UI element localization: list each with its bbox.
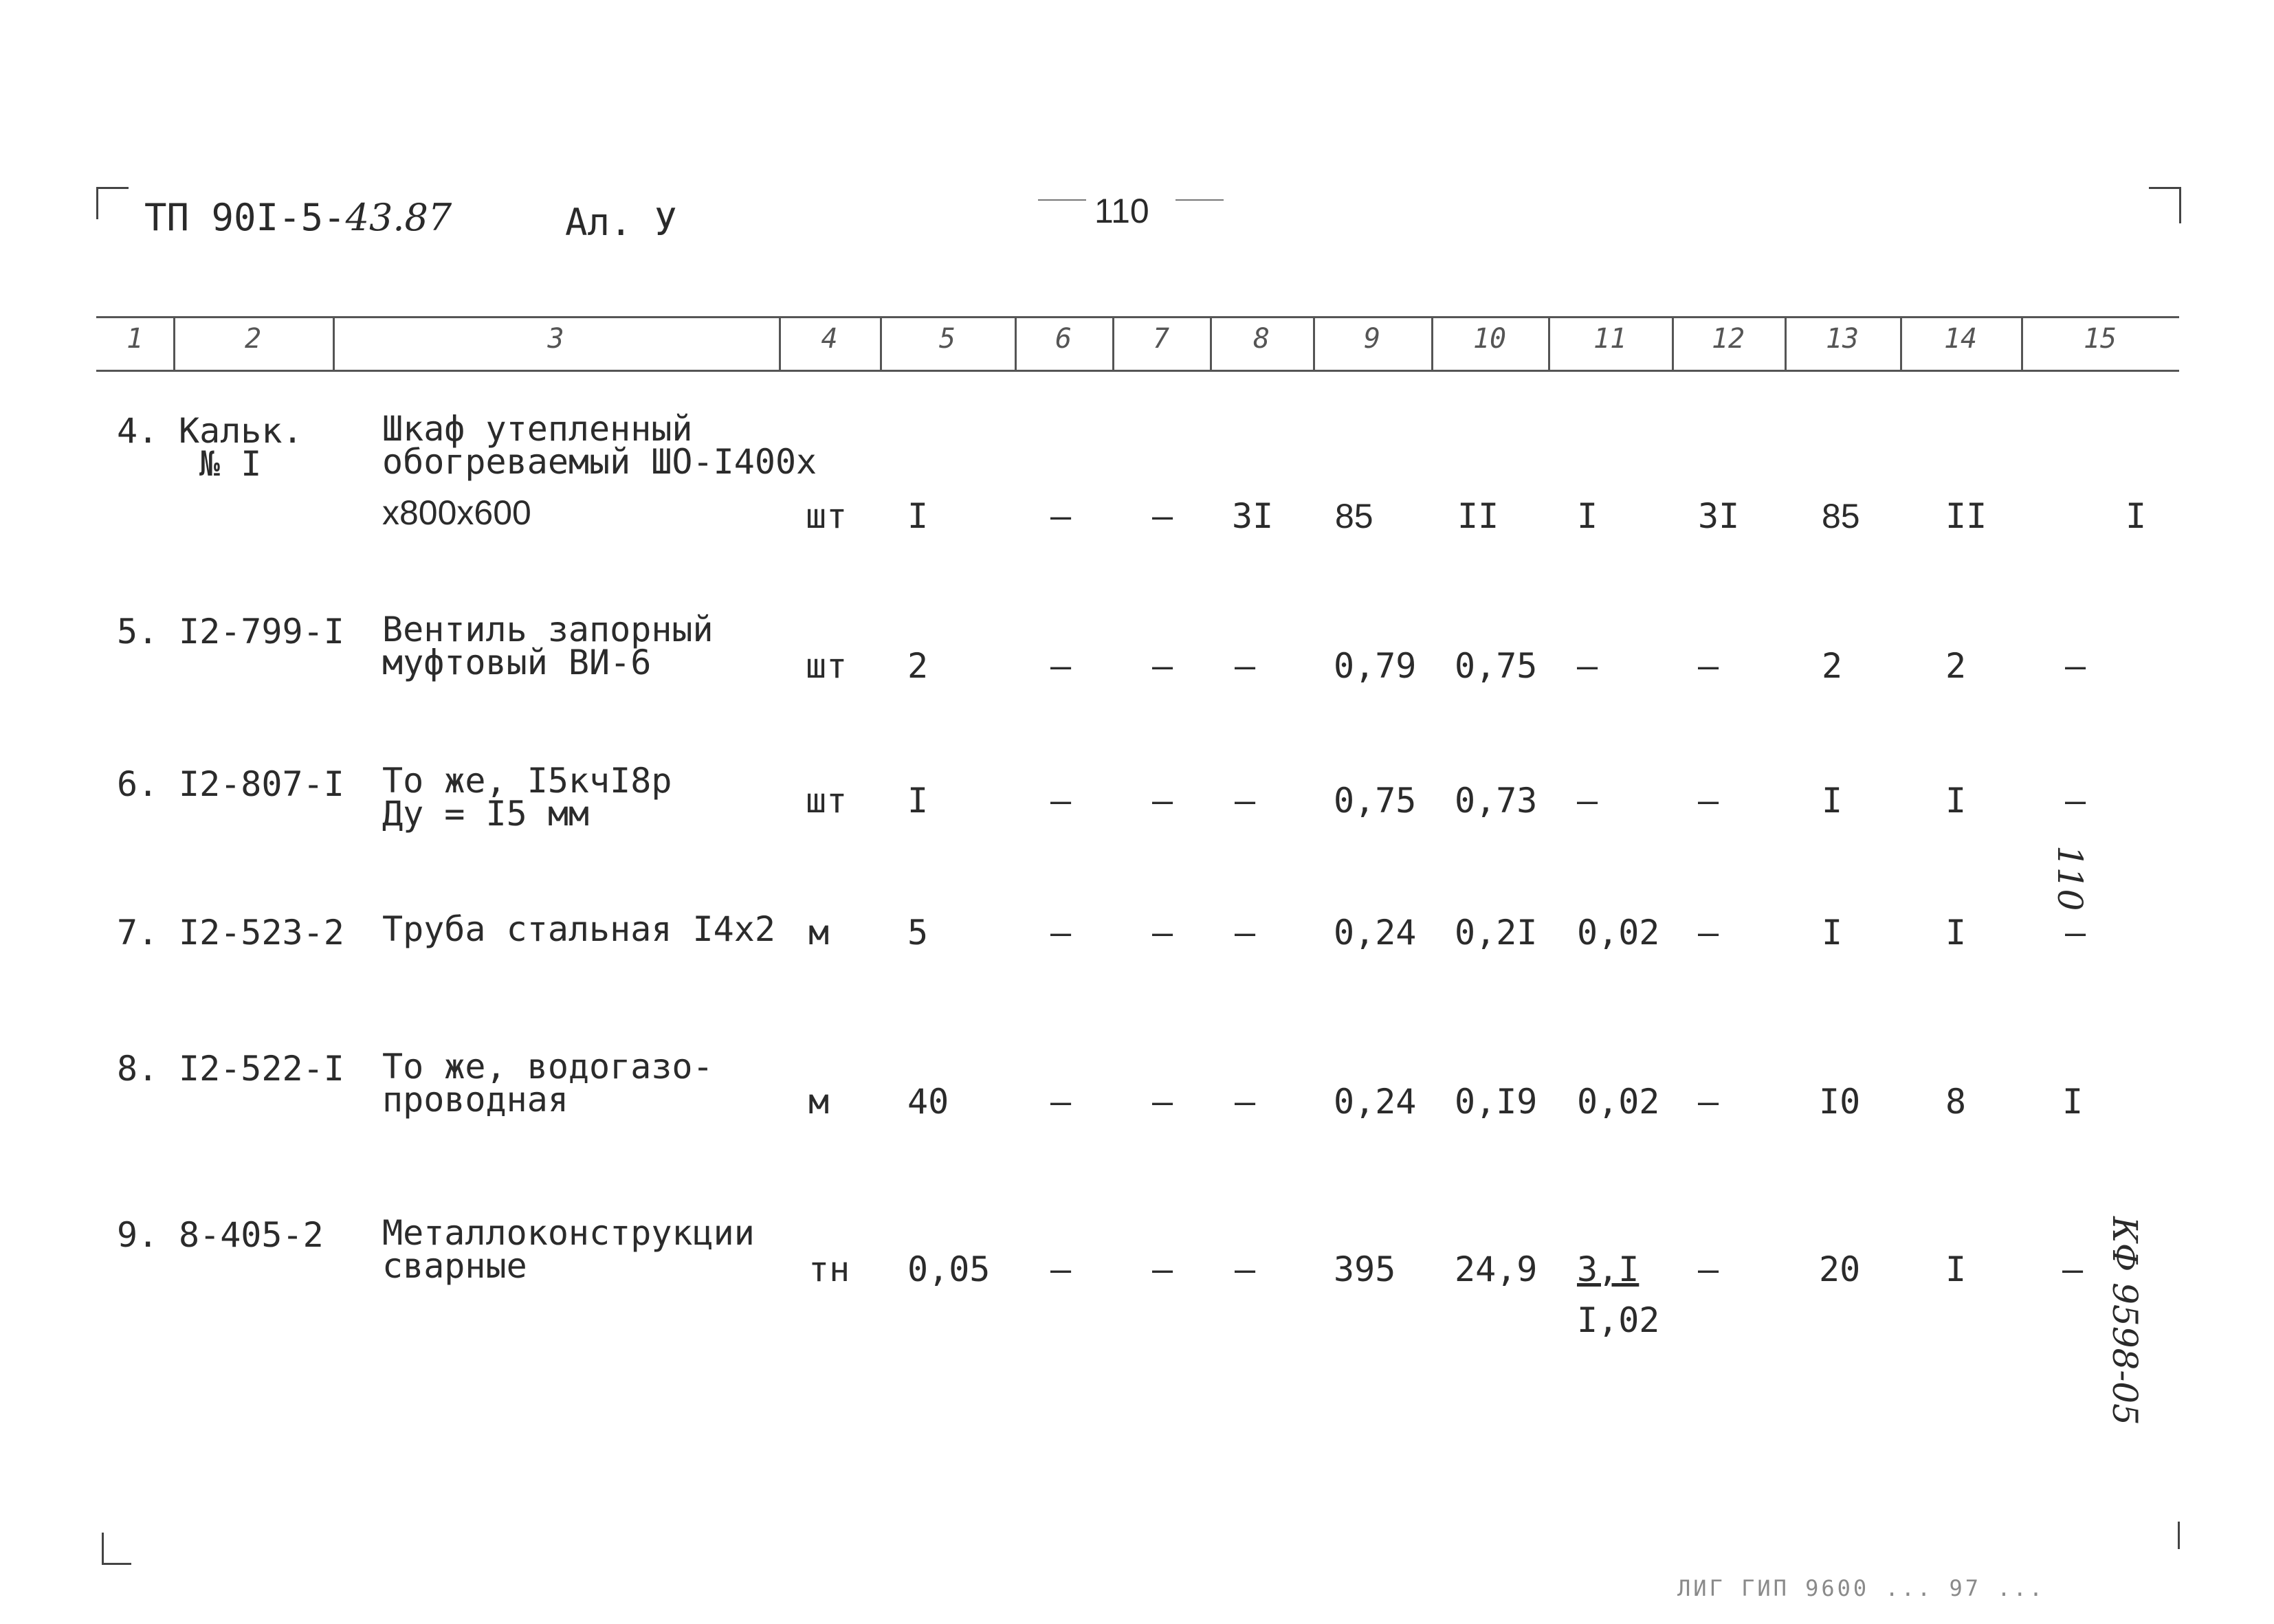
row-number: 5.: [117, 612, 159, 652]
row-code: I2-523-2: [179, 913, 344, 953]
row-col8: –: [1235, 781, 1256, 821]
row-col10: 0,73: [1455, 781, 1538, 821]
row-col11: 3,I: [1577, 1249, 1640, 1289]
row-number: 8.: [117, 1049, 159, 1089]
col-header-3: 3: [547, 323, 564, 355]
col-header-11: 11: [1593, 323, 1627, 355]
row-col15: I: [2062, 1082, 2084, 1122]
bottom-left-corner-mark: [102, 1533, 131, 1565]
footer-stamp: ЛИГ ГИП 9600 ... 97 ...: [1677, 1575, 2046, 1601]
row-col14: I: [1945, 913, 1967, 953]
row-unit: м: [808, 913, 830, 953]
row-col11: –: [1577, 646, 1598, 686]
row-col15: –: [2062, 1249, 2084, 1289]
row-col13: I: [1822, 913, 1843, 953]
row-col6: –: [1050, 1249, 1072, 1289]
row-col10: 0,I9: [1455, 1082, 1538, 1122]
row-description-line1: Труба стальная I4х2: [382, 909, 775, 949]
row-col12: –: [1698, 1249, 1719, 1289]
row-code-line2: № I: [199, 444, 262, 484]
margin-archive-code: КФ 9598-05: [2105, 1216, 2145, 1425]
row-col10: 0,75: [1455, 646, 1538, 686]
row-col15: –: [2065, 646, 2086, 686]
drawing-code: [144, 196, 452, 239]
drawing-code-handwritten: 43.87: [345, 196, 452, 239]
row-col7: –: [1152, 781, 1173, 821]
page-number-dash-right: [1175, 199, 1224, 201]
row-col6: –: [1050, 1082, 1072, 1122]
row-description-line2: муфтовый ВИ-6: [382, 643, 652, 682]
row-col6: –: [1050, 913, 1072, 953]
row-description-line1: Шкаф утепленный: [382, 409, 693, 449]
row-col14: I: [1945, 1249, 1967, 1289]
row-col13: I: [1822, 781, 1843, 821]
row-unit: шт: [806, 781, 848, 821]
row-col14: 8: [1945, 1082, 1967, 1122]
drawing-code-prefix: ТП 90I-5-: [144, 196, 346, 239]
row-col10: 24,9: [1455, 1249, 1538, 1289]
row-col15: –: [2065, 913, 2086, 953]
col-header-9: 9: [1363, 323, 1381, 355]
row-col7: –: [1152, 1082, 1173, 1122]
row-col12: –: [1698, 913, 1719, 953]
row-code: 8-405-2: [179, 1215, 324, 1255]
col-header-12: 12: [1711, 323, 1745, 355]
row-col13: 85: [1822, 497, 1860, 535]
row-description-line2: обогреваемый ШО-I400х: [382, 442, 817, 482]
row-col11-second-value: I,02: [1577, 1300, 1660, 1340]
row-unit: шт: [806, 496, 848, 536]
row-col9: 0,79: [1334, 646, 1417, 686]
header-rule-top: [96, 316, 2179, 318]
row-col14: 2: [1945, 646, 1967, 686]
row-col5: 0,05: [907, 1249, 991, 1289]
row-number: 6.: [117, 764, 159, 804]
row-col10: 0,2I: [1455, 913, 1538, 953]
col-header-10: 10: [1472, 323, 1507, 355]
row-col7: –: [1152, 646, 1173, 686]
row-number: 9.: [117, 1215, 159, 1255]
row-unit: шт: [806, 646, 848, 686]
row-col13: I0: [1819, 1082, 1861, 1122]
row-description-line2: проводная: [382, 1080, 568, 1120]
row-col8: –: [1235, 913, 1256, 953]
row-col5: I: [907, 496, 929, 536]
row-unit: тн: [808, 1249, 850, 1289]
row-col7: –: [1152, 1249, 1173, 1289]
col-header-13: 13: [1825, 323, 1859, 355]
row-col5: 2: [907, 646, 929, 686]
row-col13: 20: [1819, 1249, 1861, 1289]
row-col12: –: [1698, 646, 1719, 686]
row-description-line3: х800х600: [382, 493, 531, 532]
row-col6: –: [1050, 646, 1072, 686]
row-col6: –: [1050, 496, 1072, 536]
row-col9: 0,24: [1334, 913, 1417, 953]
row-number: 7.: [117, 913, 159, 953]
row-code: Кальк.: [179, 411, 303, 451]
row-description-line1: То же, водогазо-: [382, 1047, 714, 1087]
row-col11: –: [1577, 781, 1598, 821]
row-code: I2-807-I: [179, 764, 344, 804]
row-col12: –: [1698, 1082, 1719, 1122]
header-rule-bottom: [96, 370, 2179, 372]
row-code: I2-799-I: [179, 612, 344, 652]
top-right-corner-mark: [2149, 187, 2181, 223]
row-col5: 5: [907, 913, 929, 953]
col-header-15: 15: [2083, 323, 2117, 355]
row-col8: –: [1235, 646, 1256, 686]
col-header-4: 4: [821, 323, 838, 355]
col-header-1: 1: [126, 323, 144, 355]
row-code: I2-522-I: [179, 1049, 344, 1089]
col-header-8: 8: [1252, 323, 1270, 355]
row-description-line1: Вентиль запорный: [382, 610, 714, 649]
row-col9: 0,75: [1334, 781, 1417, 821]
row-col12: 3I: [1698, 496, 1740, 536]
bottom-right-corner-mark: [2178, 1522, 2180, 1549]
row-col11: 0,02: [1577, 913, 1660, 953]
row-col6: –: [1050, 781, 1072, 821]
row-col8: –: [1235, 1082, 1256, 1122]
row-col15: –: [2065, 781, 2086, 821]
row-unit: м: [808, 1082, 830, 1122]
row-description-line1: То же, I5кчI8р: [382, 761, 672, 801]
row-col9: 85: [1335, 497, 1373, 535]
row-col5: I: [907, 781, 929, 821]
row-col15: I: [2126, 496, 2147, 536]
col-header-7: 7: [1152, 323, 1170, 355]
row-description-line2: Ду = I5 мм: [382, 794, 590, 834]
page-number: 110: [1094, 192, 1149, 230]
margin-page-number: 110: [2050, 845, 2090, 911]
row-col8: 3I: [1232, 496, 1274, 536]
row-col11: I: [1577, 496, 1598, 536]
row-col10: II: [1457, 496, 1499, 536]
row-col5: 40: [907, 1082, 949, 1122]
row-col14: I: [1945, 781, 1967, 821]
row-col11: 0,02: [1577, 1082, 1660, 1122]
top-left-corner-mark: [96, 187, 129, 219]
row-number: 4.: [117, 411, 159, 451]
row-col7: –: [1152, 496, 1173, 536]
row-col9: 0,24: [1334, 1082, 1417, 1122]
row-description-line1: Металлоконструкции: [382, 1213, 755, 1253]
row-col7: –: [1152, 913, 1173, 953]
page-number-dash-left: [1038, 199, 1086, 201]
col-header-5: 5: [938, 323, 956, 355]
album-label: Ал. У: [565, 201, 677, 244]
row-col9: 395: [1334, 1249, 1396, 1289]
row-description-line2: сварные: [382, 1246, 527, 1286]
row-col8: –: [1235, 1249, 1256, 1289]
row-col13: 2: [1822, 646, 1843, 686]
col-header-2: 2: [244, 323, 262, 355]
row-col12: –: [1698, 781, 1719, 821]
row-col14: II: [1945, 496, 1987, 536]
col-header-14: 14: [1943, 323, 1978, 355]
col-header-6: 6: [1055, 323, 1072, 355]
